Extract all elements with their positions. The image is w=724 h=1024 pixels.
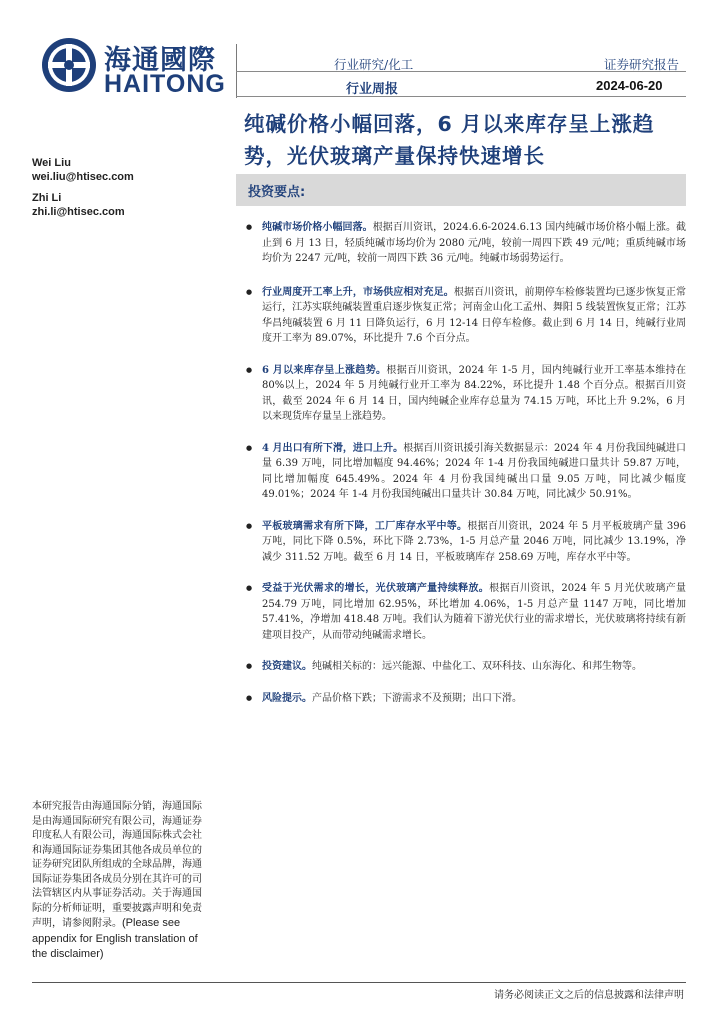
footer-rule	[32, 982, 686, 983]
list-item	[246, 581, 686, 643]
analyst-email[interactable]: zhi.li@htisec.com	[32, 206, 125, 218]
bullet-lead: 4 月出口有所下滑，进口上升。	[262, 442, 404, 454]
bullet-text: 根据百川资讯援引海关数据显示：2024 年 4 月份我国纯碱进口量 6.39 万吨，同比增加幅度 94.46%；2024 年 1-4 月份我国纯碱进口量共计 59.87 万吨，同比增加幅度 645.49%。2024 年 4 月份我国纯碱出口量 9.05 万吨，同比减少幅度 49.01%；2024 年 1-4 月份我国纯碱出口量共计 30.84 万吨，同比减少 50.91%。	[262, 442, 686, 500]
bullet-lead: 6 月以来库存呈上涨趋势。	[262, 364, 387, 376]
logo-english-name: HAITONG	[104, 70, 226, 98]
bullet-text: 纯碱相关标的：远兴能源、中盐化工、双环科技、山东海化、和邦生物等。	[312, 661, 642, 672]
key-points-list	[246, 220, 686, 706]
list-item	[246, 659, 686, 675]
logo-chinese-name: 海通國際	[104, 45, 216, 76]
report-title: 纯碱价格小幅回落，6 月以来库存呈上涨趋势，光伏玻璃产量保持快速增长	[244, 112, 655, 168]
footer-notice: 请务必阅读正文之后的信息披露和法律声明	[494, 990, 684, 1001]
list-item	[246, 691, 686, 707]
report-type: 行业研究/化工	[334, 57, 414, 72]
list-item	[246, 441, 686, 503]
list-item	[246, 519, 686, 566]
analyst-1	[32, 156, 134, 184]
haitong-logo	[40, 36, 226, 98]
bullet-text: 根据百川资讯，2024 年 5 月平板玻璃产量 396 万吨，同比下降 0.5%，环比下降 2.73%，1-5 月总产量 2046 万吨，同比减少 13.19%，净减少 311.52 万吨。截至 6 月 14 日，平板玻璃库存 258.69 万吨，库存水平中等。	[262, 520, 686, 563]
bullet-text: 根据百川资讯，2024 年 1-5 月，国内纯碱行业开工率基本维持在 80%以上，2024 年 5 月纯碱行业开工率为 84.22%，环比提升 1.48 个百分点。根据百川资讯，截至 2024 年 6 月 14 日，国内纯碱企业库存总量为 74.15 万吨，环比上升 9.2%，6 月以来现货库存量呈上涨趋势。	[262, 364, 686, 422]
list-item	[246, 285, 686, 347]
bullet-lead: 风险提示。	[262, 692, 312, 704]
analyst-name: Zhi Li	[32, 192, 62, 204]
disclaimer-english: (Please see appendix for English translation of the disclaimer)	[32, 917, 198, 960]
disclaimer-chinese: 本研究报告由海通国际分销，海通国际是由海通国际研究有限公司，海通证券印度私人有限公司，海通国际株式会社和海通国际证券集团其他各成员单位的证券研究团队所组成的全球品牌，海通国际证券集团各成员分别在其许可的司法管辖区内从事证券活动。关于海通国际的分析师证明，重要披露声明和免责声明，请参阅附录。	[32, 801, 202, 929]
distribution-disclaimer	[32, 800, 208, 963]
bullet-text: 产品价格下跌；下游需求不及预期；出口下滑。	[312, 692, 522, 704]
bullet-lead: 投资建议。	[262, 661, 312, 672]
bullet-text: 根据百川资讯，2024.6.6-2024.6.13 国内纯碱市场价格小幅上涨。截止到 6 月 13 日，轻质纯碱市场均价为 2080 元/吨，较前一周四下跌 49 元/吨；重质纯碱市场均价为 2247 元/吨，较前一周四下跌 36 元/吨。纯碱市场弱势运行。	[262, 222, 687, 264]
bullet-text: 根据百川资讯，前期停车检修装置均已逐步恢复正常运行，江苏实联纯碱装置重启逐步恢复正常；河南金山化工孟州、舞阳 5 线装置恢复正常；江苏华昌纯碱装置 6 月 11 日降负运行，6 月 12-14 日停车检修。截止到 6 月 14 日，纯碱行业周度开工率为 89.07%，环比提升 7.6 个百分点。	[262, 286, 687, 344]
list-item	[246, 220, 686, 267]
report-series: 行业周报	[346, 82, 399, 97]
bullet-text: 根据百川资讯，2024 年 5 月光伏玻璃产量 254.79 万吨，同比增加 62.95%，环比增加 4.06%，1-5 月总产量 1147 万吨，同比增加 57.41%，净增加 418.48 万吨。我们认为随着下游光伏行业的需求增长，光伏玻璃将持续有新建项目投产，从而带动纯碱需求增长。	[262, 583, 686, 641]
list-item	[246, 363, 686, 425]
analyst-email[interactable]: wei.liu@htisec.com	[32, 171, 134, 183]
bullet-lead: 受益于光伏需求的增长，光伏玻璃产量持续释放。	[262, 583, 490, 594]
bullet-lead: 纯碱市场价格小幅回落。	[262, 222, 373, 233]
key-points-bar	[236, 174, 686, 206]
key-points-heading: 投资要点:	[248, 185, 306, 200]
bullet-lead: 行业周度开工率上升，市场供应相对充足。	[262, 286, 454, 298]
analyst-2	[32, 191, 125, 219]
bullet-lead: 平板玻璃需求有所下降，工厂库存水平中等。	[262, 520, 468, 532]
report-date: 2024-06-20	[596, 78, 663, 93]
header-rule-bottom	[236, 96, 686, 97]
report-kind: 证券研究报告	[604, 57, 680, 72]
analyst-name: Wei Liu	[32, 157, 71, 169]
haitong-emblem-icon	[40, 36, 98, 94]
